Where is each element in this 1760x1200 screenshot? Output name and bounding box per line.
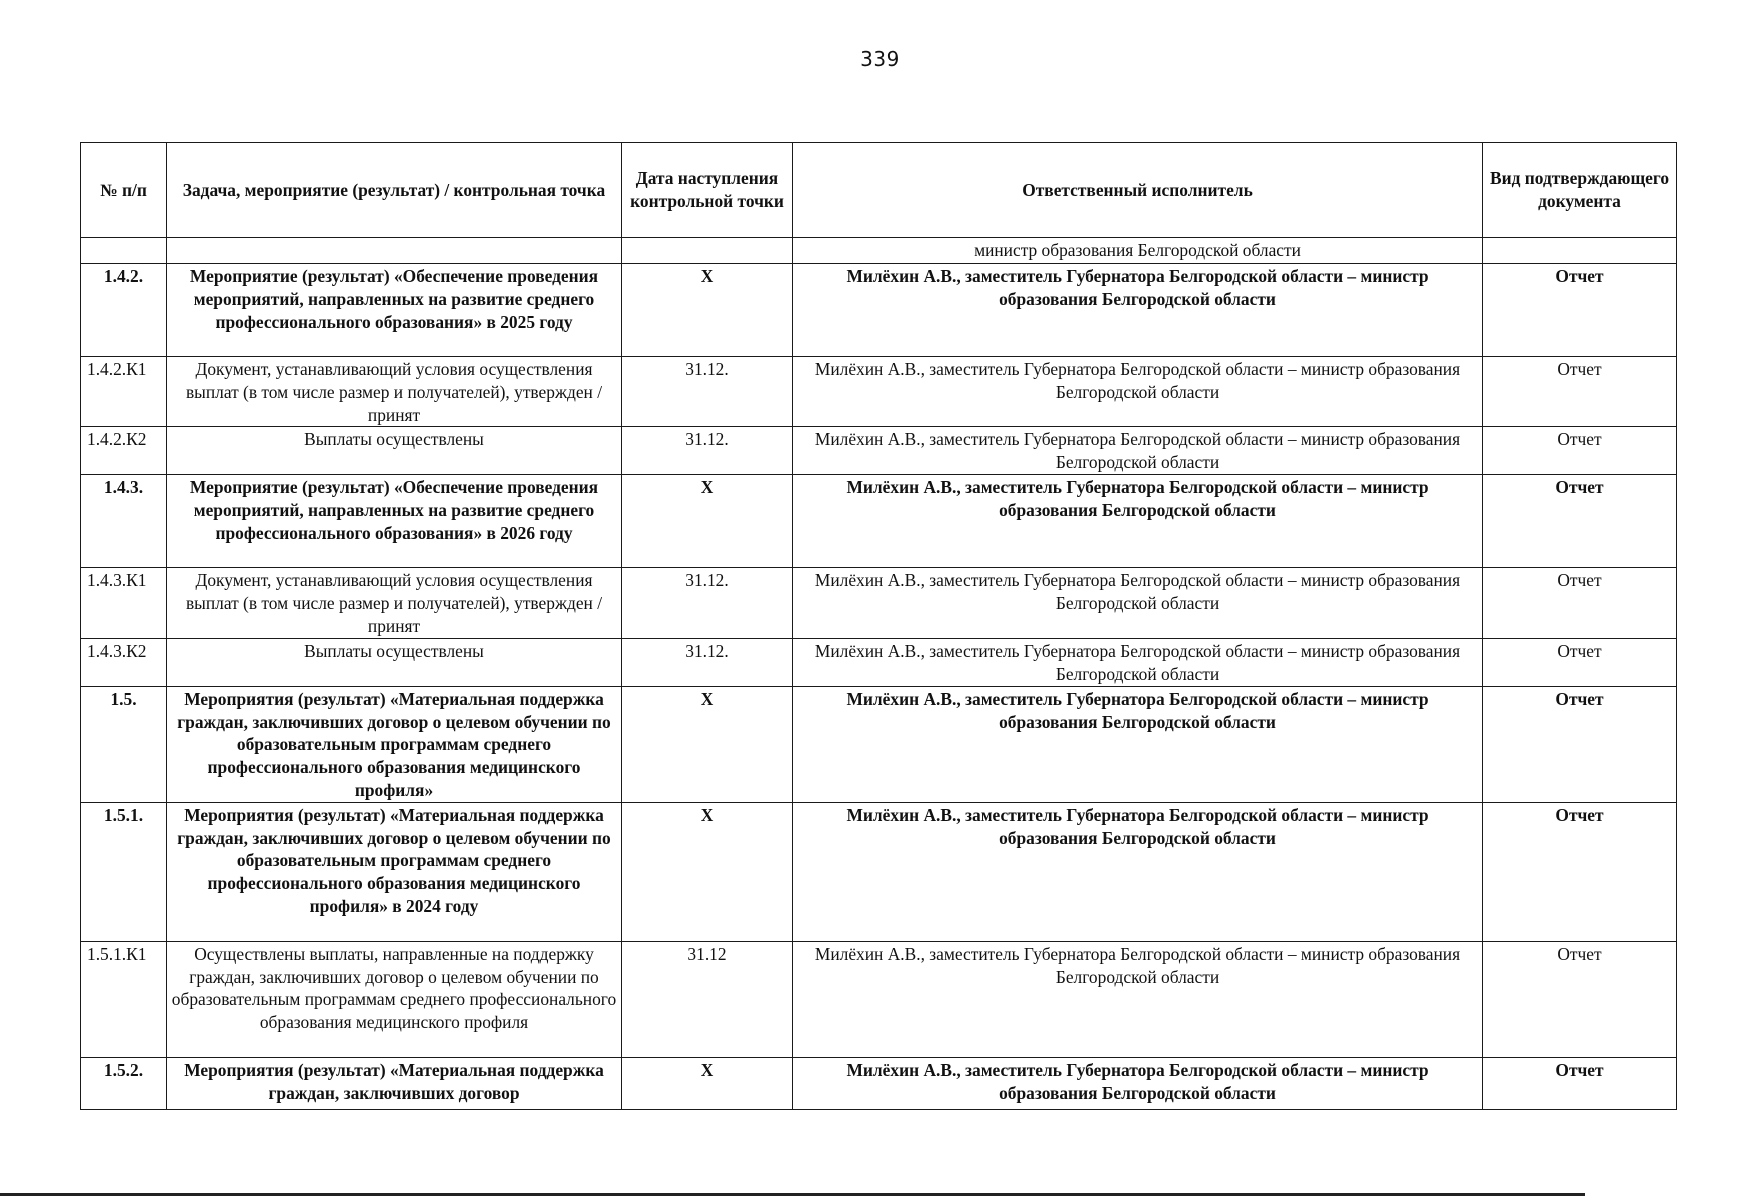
table-row <box>81 802 1677 941</box>
row-document: Отчет <box>1483 475 1677 568</box>
row-date: X <box>622 264 793 357</box>
row-task: Мероприятие (результат) «Обеспечение проведения мероприятий, направленных на развитие среднего профессионального образования» в 2025 году <box>167 264 622 357</box>
row-task: Документ, устанавливающий условия осуществления выплат (в том числе размер и получателей), утвержден / принят <box>167 568 622 638</box>
row-document: Отчет <box>1483 427 1677 475</box>
row-responsible: Милёхин А.В., заместитель Губернатора Белгородской области – министр образования Белгородской области <box>793 568 1483 638</box>
row-task: Мероприятия (результат) «Материальная поддержка граждан, заключивших договор о целевом обучении по образовательным программам среднего профессионального образования медицинского профиля» <box>167 686 622 802</box>
header-task: Задача, мероприятие (результат) / контрольная точка <box>167 143 622 238</box>
table-row <box>81 264 1677 357</box>
row-document: Отчет <box>1483 941 1677 1057</box>
row-task: Мероприятие (результат) «Обеспечение проведения мероприятий, направленных на развитие среднего профессионального образования» в 2026 году <box>167 475 622 568</box>
row-date: 31.12. <box>622 638 793 686</box>
row-responsible: Милёхин А.В., заместитель Губернатора Белгородской области – министр образования Белгородской области <box>793 638 1483 686</box>
table-row <box>81 238 1677 264</box>
table-header-row <box>81 143 1677 238</box>
row-number: 1.4.2.К2 <box>81 427 167 475</box>
row-task: Выплаты осуществлены <box>167 638 622 686</box>
row-document: Отчет <box>1483 686 1677 802</box>
row-date: X <box>622 475 793 568</box>
row-date: 31.12. <box>622 427 793 475</box>
row-number: 1.5.1.К1 <box>81 941 167 1057</box>
row-document: Отчет <box>1483 638 1677 686</box>
row-responsible: Милёхин А.В., заместитель Губернатора Белгородской области – министр образования Белгородской области <box>793 357 1483 427</box>
row-task: Осуществлены выплаты, направленные на поддержку граждан, заключивших договор о целевом обучении по образовательным программам среднего профессионального образования медицинского профиля <box>167 941 622 1057</box>
row-number: 1.4.3.К2 <box>81 638 167 686</box>
bottom-divider <box>0 1193 1585 1196</box>
row-date: 31.12. <box>622 568 793 638</box>
row-task <box>167 238 622 264</box>
row-responsible: Милёхин А.В., заместитель Губернатора Белгородской области – министр образования Белгородской области <box>793 427 1483 475</box>
row-task: Мероприятия (результат) «Материальная поддержка граждан, заключивших договор <box>167 1057 622 1109</box>
header-number: № п/п <box>81 143 167 238</box>
row-document <box>1483 238 1677 264</box>
row-number <box>81 238 167 264</box>
row-number: 1.4.2. <box>81 264 167 357</box>
table-row <box>81 686 1677 802</box>
row-task: Мероприятия (результат) «Материальная поддержка граждан, заключивших договор о целевом обучении по образовательным программам среднего профессионального образования медицинского профиля» в 2024 году <box>167 802 622 941</box>
row-task: Документ, устанавливающий условия осуществления выплат (в том числе размер и получателей), утвержден / принят <box>167 357 622 427</box>
row-date: X <box>622 1057 793 1109</box>
header-responsible: Ответственный исполнитель <box>793 143 1483 238</box>
row-number: 1.4.3.К1 <box>81 568 167 638</box>
table-row <box>81 427 1677 475</box>
row-document: Отчет <box>1483 264 1677 357</box>
table-body <box>81 238 1677 1110</box>
header-date: Дата наступления контрольной точки <box>622 143 793 238</box>
row-date <box>622 238 793 264</box>
row-responsible: Милёхин А.В., заместитель Губернатора Белгородской области – министр образования Белгородской области <box>793 264 1483 357</box>
row-date: X <box>622 802 793 941</box>
table-row <box>81 568 1677 638</box>
row-date: 31.12 <box>622 941 793 1057</box>
row-responsible: Милёхин А.В., заместитель Губернатора Белгородской области – министр образования Белгородской области <box>793 1057 1483 1109</box>
row-number: 1.5. <box>81 686 167 802</box>
row-responsible: Милёхин А.В., заместитель Губернатора Белгородской области – министр образования Белгородской области <box>793 686 1483 802</box>
row-responsible: Милёхин А.В., заместитель Губернатора Белгородской области – министр образования Белгородской области <box>793 475 1483 568</box>
row-number: 1.5.1. <box>81 802 167 941</box>
table-row <box>81 357 1677 427</box>
row-number: 1.5.2. <box>81 1057 167 1109</box>
table-row <box>81 475 1677 568</box>
page-number: 339 <box>860 47 900 71</box>
control-points-table <box>80 142 1677 1110</box>
row-document: Отчет <box>1483 1057 1677 1109</box>
row-responsible: Милёхин А.В., заместитель Губернатора Белгородской области – министр образования Белгородской области <box>793 941 1483 1057</box>
row-date: X <box>622 686 793 802</box>
table-row <box>81 638 1677 686</box>
row-number: 1.4.3. <box>81 475 167 568</box>
header-document: Вид подтверждающего документа <box>1483 143 1677 238</box>
table-row <box>81 941 1677 1057</box>
row-date: 31.12. <box>622 357 793 427</box>
row-task: Выплаты осуществлены <box>167 427 622 475</box>
row-responsible: Милёхин А.В., заместитель Губернатора Белгородской области – министр образования Белгородской области <box>793 802 1483 941</box>
row-document: Отчет <box>1483 802 1677 941</box>
row-document: Отчет <box>1483 568 1677 638</box>
table-row <box>81 1057 1677 1109</box>
row-document: Отчет <box>1483 357 1677 427</box>
row-number: 1.4.2.К1 <box>81 357 167 427</box>
row-responsible: министр образования Белгородской области <box>793 238 1483 264</box>
